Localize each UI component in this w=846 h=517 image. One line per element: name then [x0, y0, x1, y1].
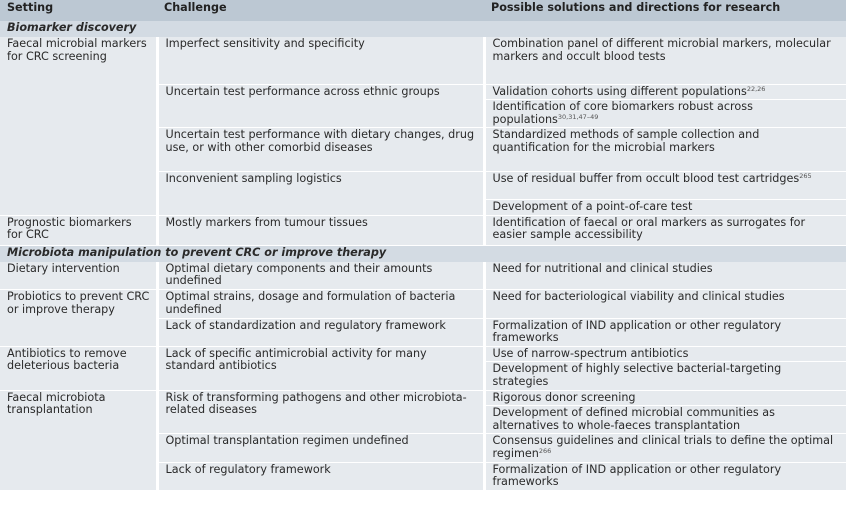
solution-cell: Identification of faecal or oral markers as surrogates for easier sample accessibility	[484, 215, 846, 245]
solution-cell	[484, 100, 846, 128]
challenge-cell: Lack of regulatory framework	[157, 462, 484, 490]
solution-cell: Development of highly selective bacterial-targeting strategies	[484, 362, 846, 390]
header-challenge: Challenge	[157, 0, 484, 21]
setting-cell: Faecal microbiota transplantation	[0, 390, 157, 490]
challenge-cell: Optimal strains, dosage and formulation of bacteria undefined	[157, 290, 484, 318]
table-row	[0, 262, 846, 290]
solution-cell: Need for bacteriological viability and clinical studies	[484, 290, 846, 318]
challenge-cell: Uncertain test performance across ethnic groups	[157, 84, 484, 128]
setting-cell: Probiotics to prevent CRC or improve therapy	[0, 290, 157, 346]
challenge-cell: Optimal dietary components and their amounts undefined	[157, 262, 484, 290]
challenge-cell: Lack of standardization and regulatory framework	[157, 318, 484, 346]
header-setting: Setting	[0, 0, 157, 21]
header-solutions: Possible solutions and directions for research	[484, 0, 846, 21]
setting-cell: Antibiotics to remove deleterious bacteria	[0, 346, 157, 390]
reference-superscript: 265	[799, 172, 812, 181]
solution-cell: Standardized methods of sample collection and quantification for the microbial markers	[484, 128, 846, 172]
solution-cell: Formalization of IND application or other regulatory frameworks	[484, 318, 846, 346]
reference-superscript: 30,31,47–49	[557, 112, 599, 121]
section-row	[0, 245, 846, 262]
solution-text: Use of residual buffer from occult blood test cartridges	[492, 172, 800, 186]
reference-superscript: 22,26	[746, 84, 766, 93]
solution-cell: Development of a point-of-care test	[484, 200, 846, 216]
header-row	[0, 0, 846, 21]
section-row	[0, 21, 846, 37]
table-row	[0, 290, 846, 318]
solution-cell: Need for nutritional and clinical studies	[484, 262, 846, 290]
solution-cell	[484, 172, 846, 200]
section-microbiota: Microbiota manipulation to prevent CRC or improve therapy	[0, 245, 846, 262]
solution-cell: Formalization of IND application or other regulatory frameworks	[484, 462, 846, 490]
solution-text: Consensus guidelines and clinical trials to define the optimal regimen	[492, 434, 834, 460]
solution-cell: Rigorous donor screening	[484, 390, 846, 406]
challenge-cell: Risk of transforming pathogens and other microbiota-related diseases	[157, 390, 484, 434]
setting-cell: Dietary intervention	[0, 262, 157, 290]
challenge-cell: Optimal transplantation regimen undefined	[157, 434, 484, 462]
table-row	[0, 215, 846, 245]
solution-text: Identification of core biomarkers robust across populations	[492, 100, 753, 126]
challenge-cell: Uncertain test performance with dietary changes, drug use, or with other comorbid diseases	[157, 128, 484, 172]
challenge-cell: Imperfect sensitivity and specificity	[157, 37, 484, 84]
solution-text: Validation cohorts using different populations	[492, 84, 747, 98]
setting-cell: Prognostic biomarkers for CRC	[0, 215, 157, 245]
table-row	[0, 346, 846, 362]
solution-cell: Use of narrow-spectrum antibiotics	[484, 346, 846, 362]
solution-cell	[484, 434, 846, 462]
table-row	[0, 390, 846, 406]
setting-cell: Faecal microbial markers for CRC screening	[0, 37, 157, 215]
solution-cell: Development of defined microbial communities as alternatives to whole-faeces transplantation	[484, 406, 846, 434]
table-row	[0, 37, 846, 84]
solution-cell	[484, 84, 846, 100]
solution-cell: Combination panel of different microbial markers, molecular markers and occult blood tests	[484, 37, 846, 84]
section-biomarker: Biomarker discovery	[0, 21, 846, 37]
reference-superscript: 266	[538, 446, 552, 455]
challenge-cell: Mostly markers from tumour tissues	[157, 215, 484, 245]
challenge-cell: Lack of specific antimicrobial activity for many standard antibiotics	[157, 346, 484, 390]
challenge-cell: Inconvenient sampling logistics	[157, 172, 484, 216]
